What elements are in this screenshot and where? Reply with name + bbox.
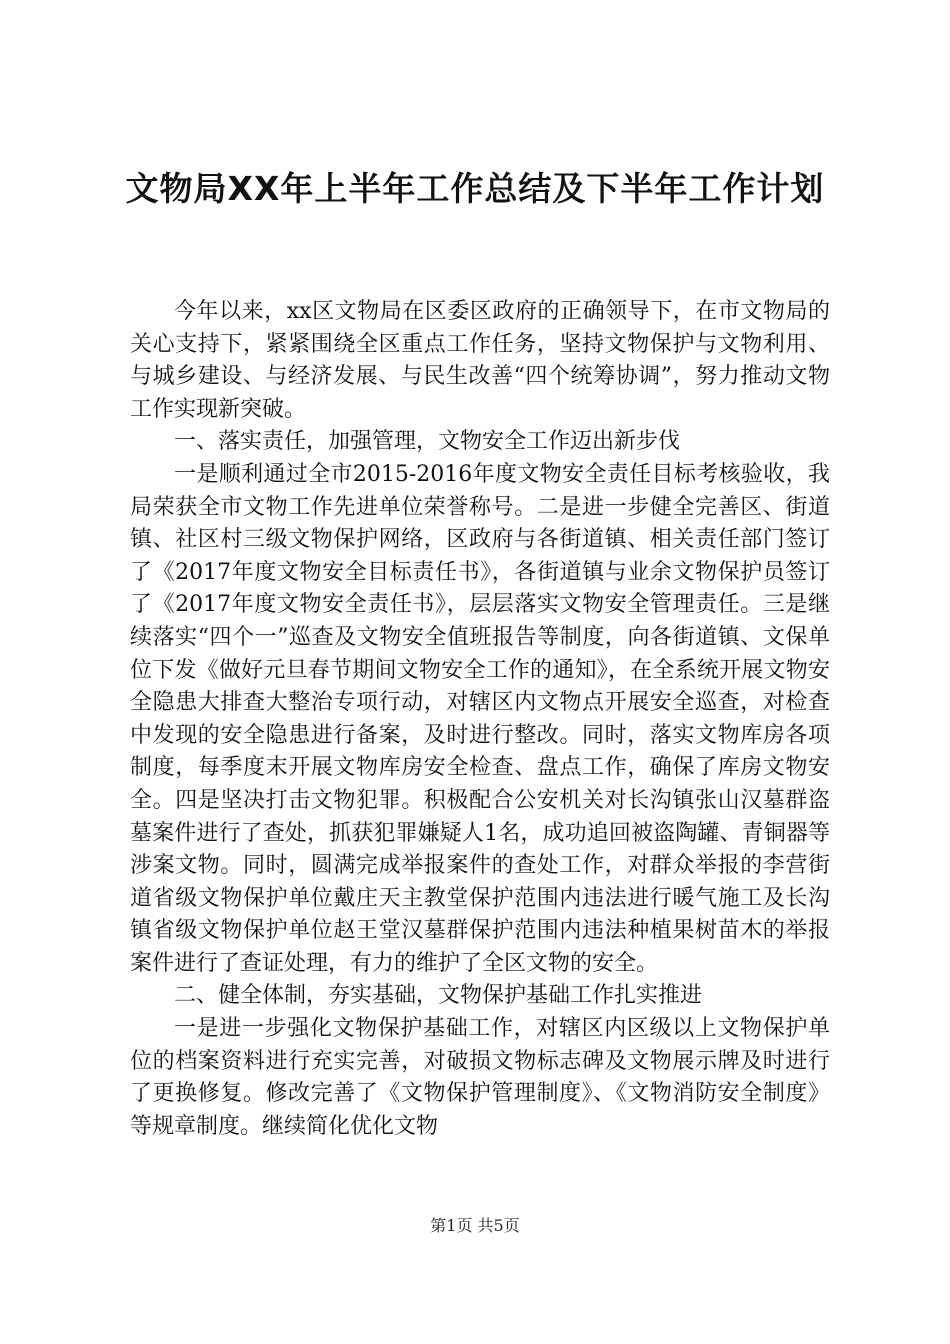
document-title: 文物局XX年上半年工作总结及下半年工作计划	[125, 169, 825, 208]
section-heading-2: 二、健全体制，夯实基础，文物保护基础工作扎实推进	[174, 983, 703, 1009]
section-heading-1: 一、落实责任，加强管理，文物安全工作迈出新步伐	[174, 429, 681, 455]
document-body	[130, 296, 830, 1143]
section-1-paragraph: 一是顺利通过全市2015-2016年度文物安全责任目标考核验收，我局荣获全市文物工作先进单位荣誉称号。二是进一步健全完善区、街道镇、社区村三级文物保护网络，区政府与各街道镇、相关责任部门签订了《2017年度文物安全目标责任书》，各街道镇与业余文物保护员签订了《2017年度文物安全责任书》，层层落实文物安全管理责任。三是继续落实“四个一”巡查及文物安全值班报告等制度，向各街道镇、文保单位下发《做好元旦春节期间文物安全工作的通知》，在全系统开展文物安全隐患大排查大整治专项行动，对辖区内文物点开展安全巡查，对检查中发现的安全隐患进行备案，及时进行整改。同时，落实文物库房各项制度，每季度末开展文物库房安全检查、盘点工作，确保了库房文物安全。四是坚决打击文物犯罪。积极配合公安机关对长沟镇张山汉墓群盗墓案件进行了查处，抓获犯罪嫌疑人1名，成功追回被盗陶罐、青铜器等涉案文物。同时，圆满完成举报案件的查处工作，对群众举报的李营街道省级文物保护单位戴庄天主教堂保护范围内违法进行暖气施工及长沟镇省级文物保护单位赵王堂汉墓群保护范围内违法种植果树苗木的举报案件进行了查证处理，有力的维护了全区文物的安全。	[130, 461, 830, 976]
page-number-footer: 第1页 共5页	[430, 1216, 520, 1235]
section-2-paragraph: 一是进一步强化文物保护基础工作，对辖区内区级以上文物保护单位的档案资料进行充实完善，对破损文物标志碑及文物展示牌及时进行了更换修复。修改完善了《文物保护管理制度》、《文物消防安全制度》等规章制度。继续简化优化文物	[130, 1016, 830, 1139]
intro-paragraph: 今年以来，xx区文物局在区委区政府的正确领导下，在市文物局的关心支持下，紧紧围绕全区重点工作任务，坚持文物保护与文物利用、与城乡建设、与经济发展、与民生改善“四个统筹协调”，努力推动文物工作实现新突破。	[130, 299, 830, 422]
